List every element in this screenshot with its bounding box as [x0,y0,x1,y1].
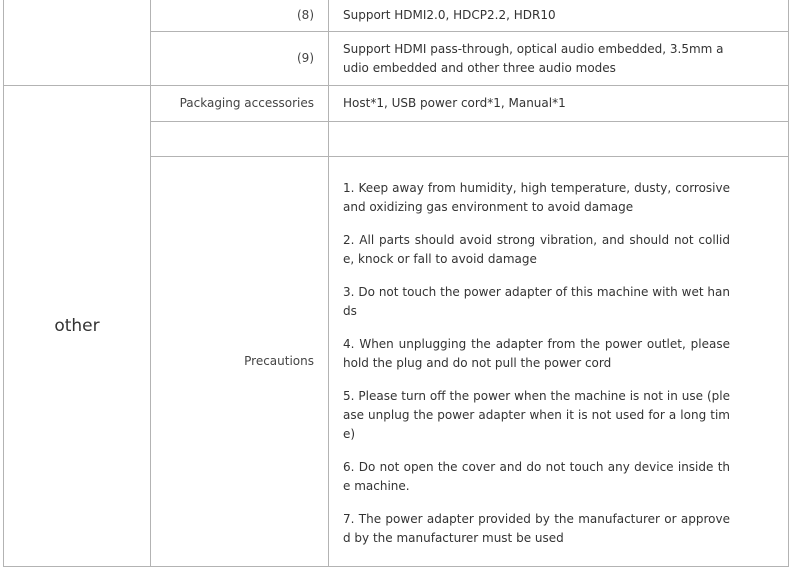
group-label-other: other [4,86,151,567]
empty-label [151,122,329,157]
spec-table [3,0,789,567]
group-cell-continued [4,0,151,86]
precaution-item: 4. When unplugging the adapter from the power outlet, please hold the plug and do not pull the power cord [343,337,730,370]
precaution-item: 6. Do not open the cover and do not touch any device inside the machine. [343,460,730,493]
packaging-value: Host*1, USB power cord*1, Manual*1 [329,86,789,122]
row-label-9: (9) [151,32,329,86]
row-value-8: Support HDMI2.0, HDCP2.2, HDR10 [329,0,789,32]
table-row [4,0,789,32]
precaution-item: 5. Please turn off the power when the machine is not in use (please unplug the power adapter when it is not used for a long time) [343,389,730,441]
precaution-item: 2. All parts should avoid strong vibration, and should not collide, knock or fall to avoid damage [343,233,730,266]
precaution-item: 7. The power adapter provided by the manufacturer or approved by the manufacturer must be used [343,512,730,545]
row-value-9: Support HDMI pass-through, optical audio embedded, 3.5mm audio embedded and other three audio modes [329,32,789,86]
precautions-value [329,157,789,567]
row-label-8: (8) [151,0,329,32]
precautions-label: Precautions [151,157,329,567]
precaution-item: 1. Keep away from humidity, high temperature, dusty, corrosive and oxidizing gas environment to avoid damage [343,181,730,214]
table-row [4,86,789,122]
precaution-item: 3. Do not touch the power adapter of this machine with wet hands [343,285,730,318]
empty-value [329,122,789,157]
packaging-label: Packaging accessories [151,86,329,122]
